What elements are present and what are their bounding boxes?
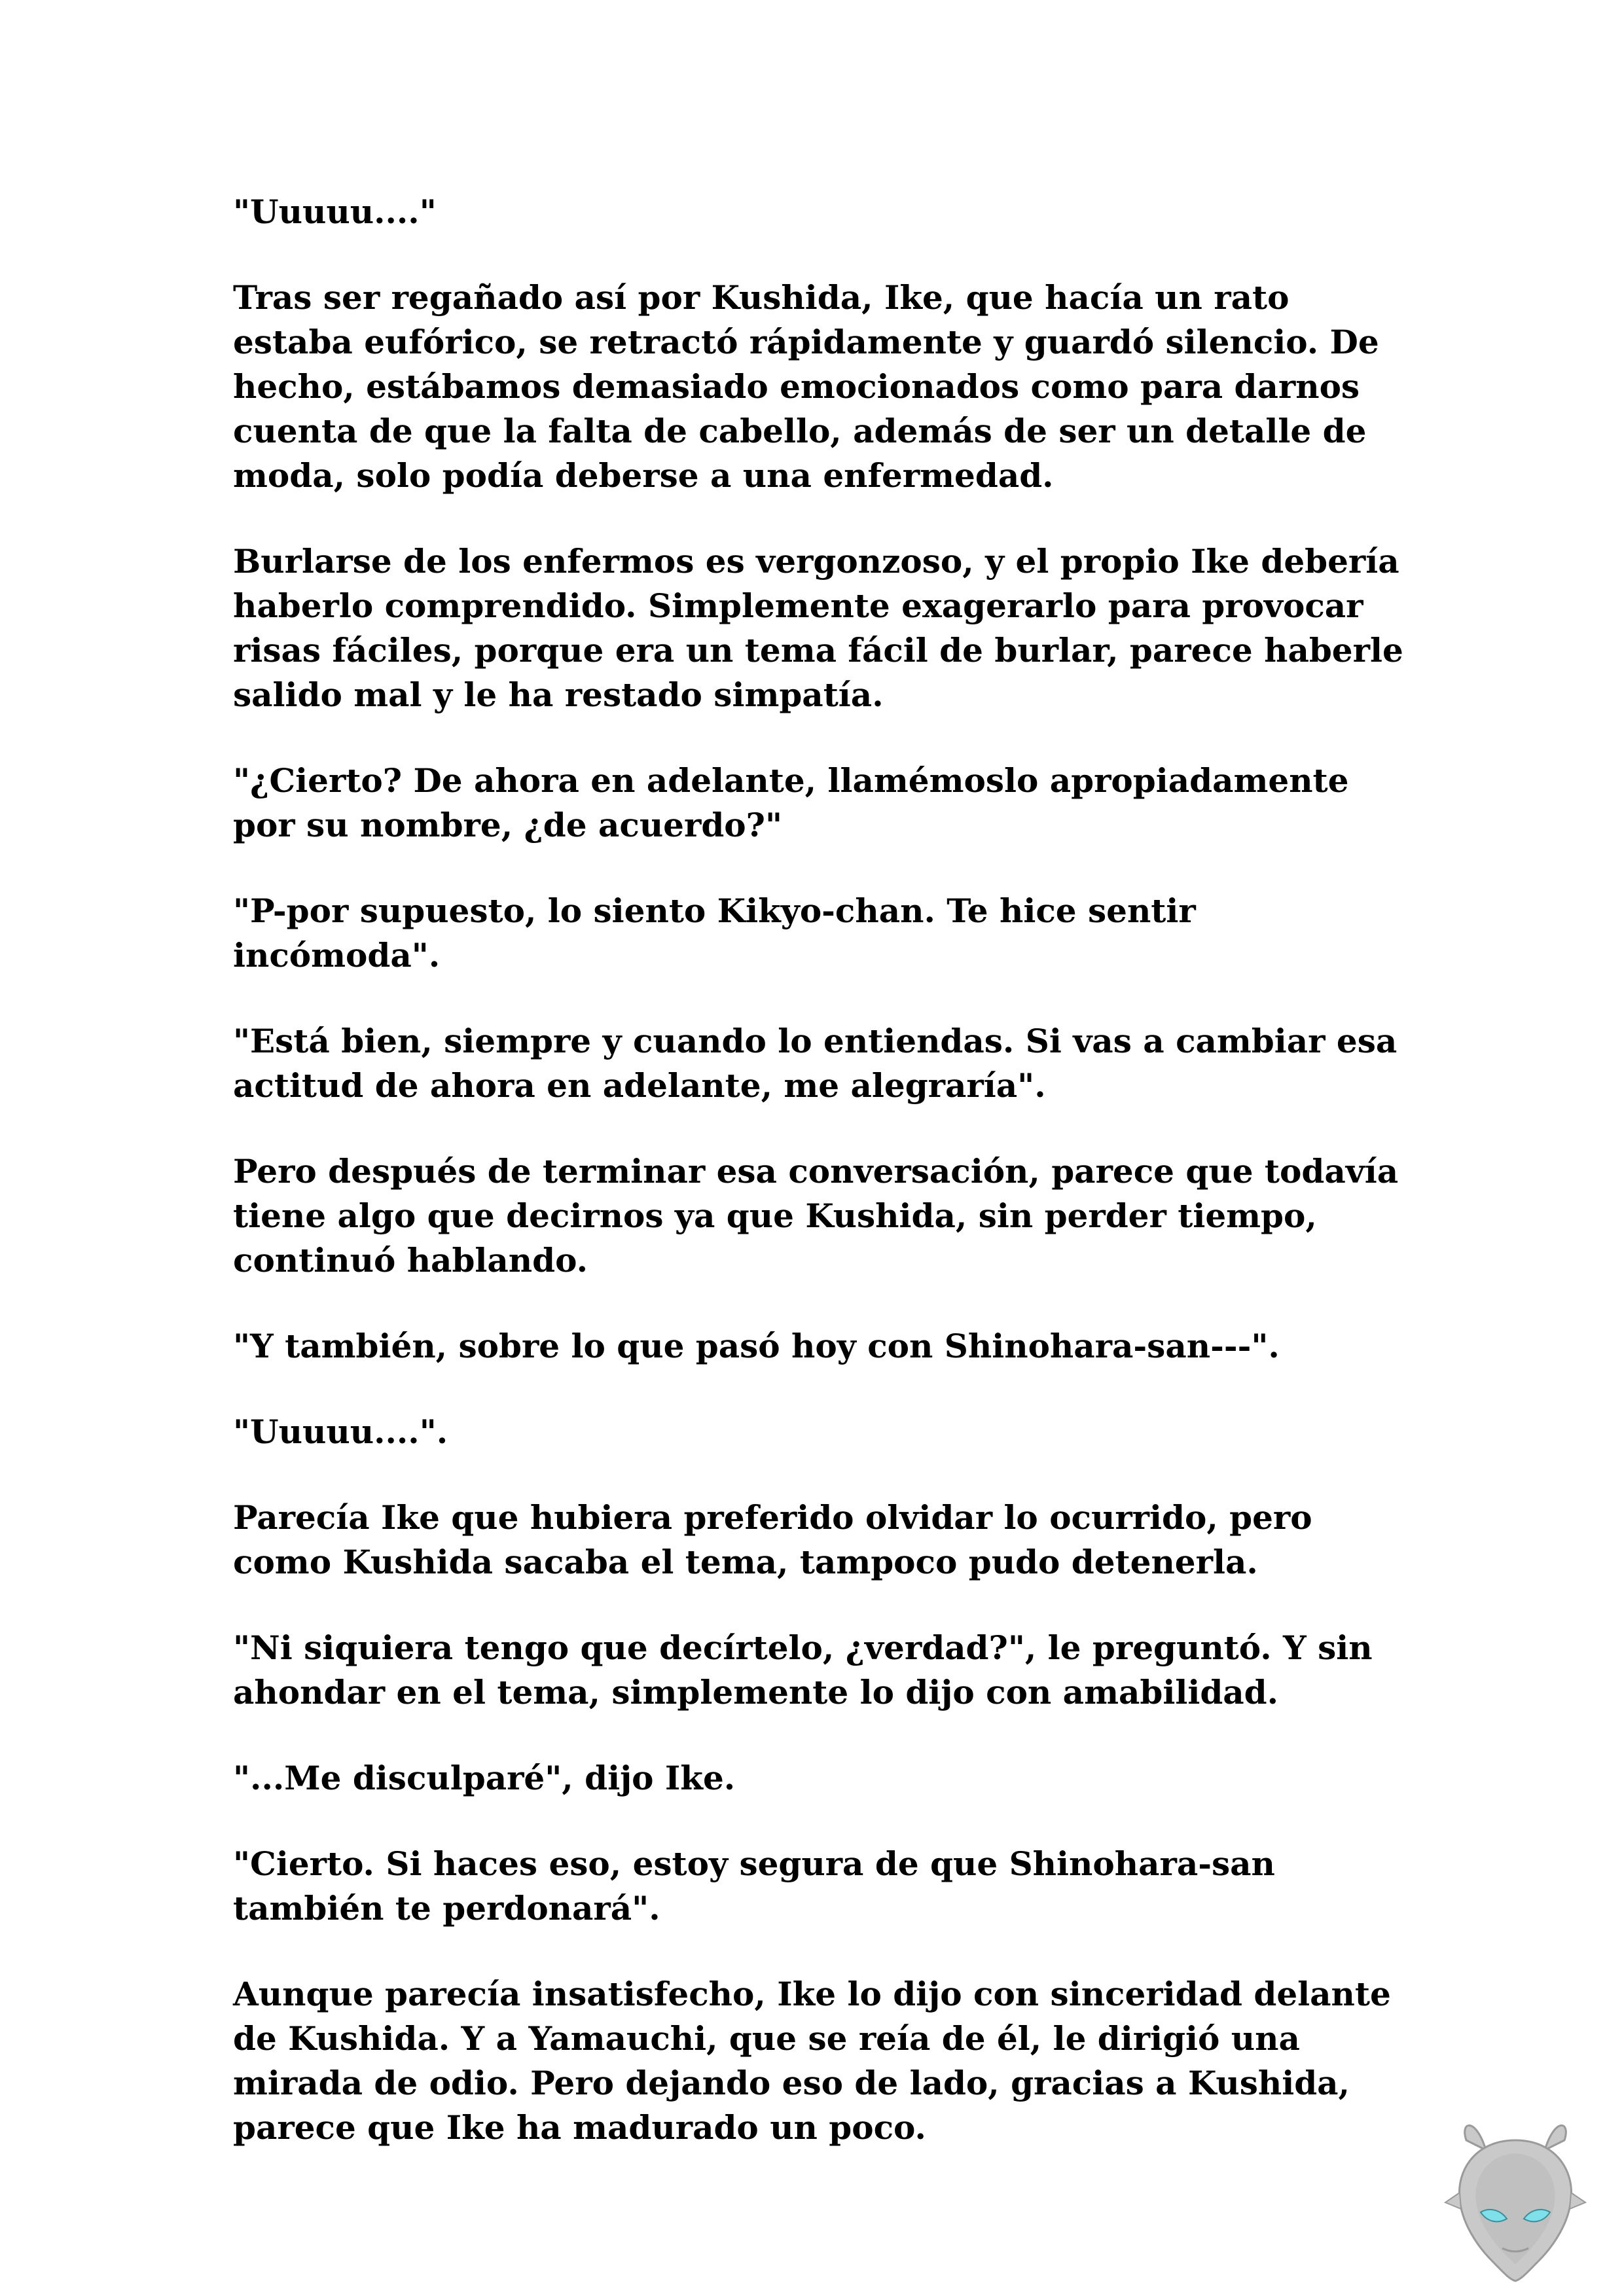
paragraph-13: "Cierto. Si haces eso, estoy segura de que Shinohara-san también te perdonará". bbox=[233, 1844, 1275, 1928]
paragraph-6: "Está bien, siempre y cuando lo entiendas. Si vas a cambiar esa actitud de ahora en adelante, me alegraría". bbox=[233, 1022, 1398, 1105]
paragraph-2: Tras ser regañado así por Kushida, Ike, que hacía un rato estaba eufórico, se retractó rápidamente y guardó silencio. De hecho, estábamos demasiado emocionados como para darnos cuenta de que la falta de cabello, además de ser un detalle de moda, solo podía deberse a una enfermedad. bbox=[233, 278, 1379, 495]
paragraph-4: "¿Cierto? De ahora en adelante, llamémoslo apropiadamente por su nombre, ¿de acuerdo?" bbox=[233, 761, 1349, 844]
right-horn bbox=[1545, 2125, 1566, 2150]
paragraph-8: "Y también, sobre lo que pasó hoy con Shinohara-san---". bbox=[233, 1327, 1280, 1365]
paragraph-11: "Ni siquiera tengo que decírtelo, ¿verdad?", le preguntó. Y sin ahondar en el tema, simplemente lo dijo con amabilidad. bbox=[233, 1628, 1373, 1712]
paragraph-3: Burlarse de los enfermos es vergonzoso, y el propio Ike debería haberlo comprendido. Simplemente exagerarlo para provocar risas fáciles, porque era un tema fácil de burlar, parece haberle salido mal y le ha restado simpatía. bbox=[233, 542, 1403, 714]
demon-head-logo-icon bbox=[1440, 2114, 1591, 2284]
paragraph-10: Parecía Ike que hubiera preferido olvidar lo ocurrido, pero como Kushida sacaba el tema, tampoco pudo detenerla. bbox=[233, 1498, 1312, 1581]
document-body bbox=[233, 190, 1411, 2191]
paragraph-1: "Uuuuu...." bbox=[233, 192, 437, 231]
paragraph-7: Pero después de terminar esa conversación, parece que todavía tiene algo que decirnos ya que Kushida, sin perder tiempo, continuó hablando. bbox=[233, 1152, 1399, 1280]
left-horn bbox=[1465, 2125, 1486, 2150]
paragraph-9: "Uuuuu....". bbox=[233, 1412, 448, 1451]
paragraph-5: "P-por supuesto, lo siento Kikyo-chan. Te hice sentir incómoda". bbox=[233, 891, 1196, 975]
paragraph-14: Aunque parecía insatisfecho, Ike lo dijo con sinceridad delante de Kushida. Y a Yamauchi, que se reía de él, le dirigió una mirada de odio. Pero dejando eso de lado, gracias a Kushida, parece que Ike ha madurado un poco. bbox=[233, 1975, 1391, 2147]
paragraph-12: "...Me disculparé", dijo Ike. bbox=[233, 1759, 736, 1797]
